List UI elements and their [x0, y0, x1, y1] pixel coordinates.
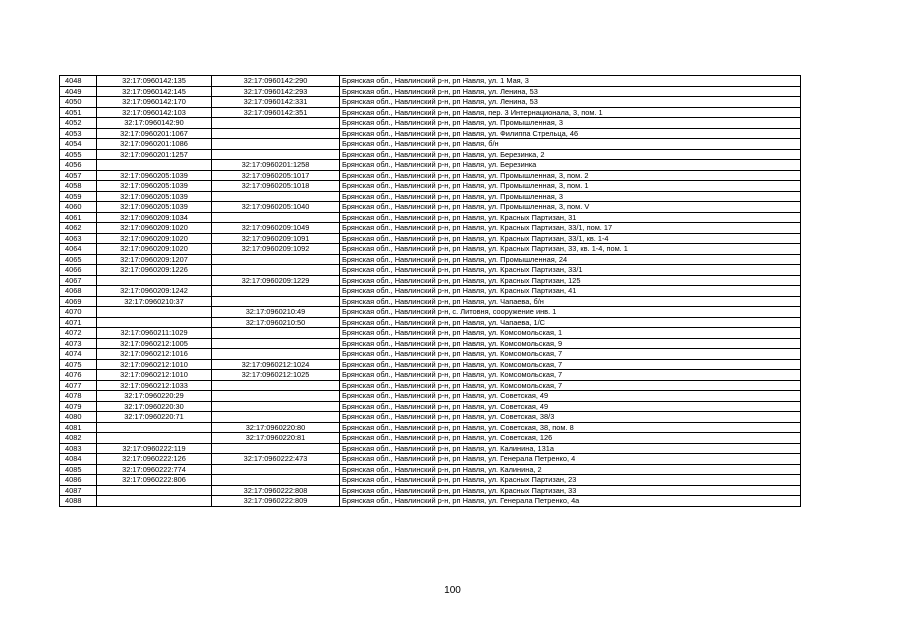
table-row	[60, 86, 801, 97]
object-cadastral-number-cell: 32:17:0960210:49	[212, 307, 340, 318]
table-row	[60, 107, 801, 118]
table-row	[60, 422, 801, 433]
cadastral-number-cell	[97, 307, 212, 318]
cadastral-number-cell: 32:17:0960209:1034	[97, 212, 212, 223]
row-number-cell: 4078	[60, 391, 97, 402]
address-cell: Брянская обл., Навлинский р-н, рп Навля, ул. Чапаева, б/н	[340, 296, 801, 307]
table-row	[60, 328, 801, 339]
table-row	[60, 170, 801, 181]
row-number-cell: 4082	[60, 433, 97, 444]
address-cell: Брянская обл., Навлинский р-н, рп Навля, ул. Генерала Петренко, 4а	[340, 496, 801, 507]
address-cell: Брянская обл., Навлинский р-н, рп Навля, ул. Красных Партизан, 31	[340, 212, 801, 223]
row-number-cell: 4062	[60, 223, 97, 234]
address-cell: Брянская обл., Навлинский р-н, рп Навля, ул. Комсомольская, 7	[340, 349, 801, 360]
table-row	[60, 149, 801, 160]
address-cell: Брянская обл., Навлинский р-н, рп Навля, ул. Калинина, 2	[340, 464, 801, 475]
cadastral-number-cell	[97, 317, 212, 328]
table-row	[60, 307, 801, 318]
table-row	[60, 401, 801, 412]
address-cell: Брянская обл., Навлинский р-н, рп Навля, ул. Советская, 49	[340, 401, 801, 412]
address-cell: Брянская обл., Навлинский р-н, рп Навля, б/н	[340, 139, 801, 150]
table-row	[60, 286, 801, 297]
row-number-cell: 4088	[60, 496, 97, 507]
address-cell: Брянская обл., Навлинский р-н, рп Навля, ул. Красных Партизан, 125	[340, 275, 801, 286]
object-cadastral-number-cell: 32:17:0960212:1025	[212, 370, 340, 381]
table-row	[60, 380, 801, 391]
object-cadastral-number-cell	[212, 328, 340, 339]
cadastral-number-cell: 32:17:0960212:1010	[97, 370, 212, 381]
cadastral-number-cell: 32:17:0960210:37	[97, 296, 212, 307]
address-cell: Брянская обл., Навлинский р-н, рп Навля, ул. Березинка	[340, 160, 801, 171]
object-cadastral-number-cell	[212, 191, 340, 202]
object-cadastral-number-cell	[212, 338, 340, 349]
cadastral-number-cell: 32:17:0960142:135	[97, 76, 212, 87]
object-cadastral-number-cell: 32:17:0960142:293	[212, 86, 340, 97]
row-number-cell: 4079	[60, 401, 97, 412]
row-number-cell: 4061	[60, 212, 97, 223]
row-number-cell: 4055	[60, 149, 97, 160]
table-row	[60, 433, 801, 444]
object-cadastral-number-cell: 32:17:0960222:808	[212, 485, 340, 496]
row-number-cell: 4049	[60, 86, 97, 97]
cadastral-number-cell: 32:17:0960205:1039	[97, 170, 212, 181]
row-number-cell: 4072	[60, 328, 97, 339]
address-cell: Брянская обл., Навлинский р-н, рп Навля, ул. Ленина, 53	[340, 86, 801, 97]
object-cadastral-number-cell	[212, 296, 340, 307]
cadastral-number-cell: 32:17:0960222:119	[97, 443, 212, 454]
table-row	[60, 412, 801, 423]
cadastral-number-cell: 32:17:0960212:1010	[97, 359, 212, 370]
row-number-cell: 4059	[60, 191, 97, 202]
address-cell: Брянская обл., Навлинский р-н, рп Навля, ул. Промышленная, 24	[340, 254, 801, 265]
table-row	[60, 317, 801, 328]
cadastral-number-cell	[97, 275, 212, 286]
object-cadastral-number-cell	[212, 118, 340, 129]
cadastral-number-cell: 32:17:0960220:30	[97, 401, 212, 412]
row-number-cell: 4071	[60, 317, 97, 328]
table-row	[60, 118, 801, 129]
object-cadastral-number-cell	[212, 349, 340, 360]
row-number-cell: 4066	[60, 265, 97, 276]
cadastral-number-cell: 32:17:0960201:1067	[97, 128, 212, 139]
address-cell: Брянская обл., Навлинский р-н, рп Навля, ул. Советская, 38, пом. 8	[340, 422, 801, 433]
table-row	[60, 296, 801, 307]
object-cadastral-number-cell	[212, 128, 340, 139]
registry-table	[59, 75, 801, 507]
table-row	[60, 139, 801, 150]
table-row	[60, 475, 801, 486]
cadastral-number-cell: 32:17:0960201:1086	[97, 139, 212, 150]
address-cell: Брянская обл., Навлинский р-н, рп Навля, ул. Промышленная, 3, пом. V	[340, 202, 801, 213]
cadastral-number-cell: 32:17:0960201:1257	[97, 149, 212, 160]
table-row	[60, 212, 801, 223]
address-cell: Брянская обл., Навлинский р-н, рп Навля, ул. Промышленная, 3, пом. 1	[340, 181, 801, 192]
row-number-cell: 4085	[60, 464, 97, 475]
cadastral-number-cell: 32:17:0960209:1242	[97, 286, 212, 297]
address-cell: Брянская обл., Навлинский р-н, рп Навля, ул. Красных Партизан, 33, кв. 1-4, пом. 1	[340, 244, 801, 255]
table-row	[60, 128, 801, 139]
address-cell: Брянская обл., Навлинский р-н, рп Навля, ул. Советская, 49	[340, 391, 801, 402]
object-cadastral-number-cell: 32:17:0960222:809	[212, 496, 340, 507]
address-cell: Брянская обл., Навлинский р-н, рп Навля, ул. Советская, 126	[340, 433, 801, 444]
cadastral-number-cell: 32:17:0960209:1226	[97, 265, 212, 276]
cadastral-number-cell: 32:17:0960209:1207	[97, 254, 212, 265]
address-cell: Брянская обл., Навлинский р-н, рп Навля, ул. Промышленная, 3	[340, 118, 801, 129]
cadastral-number-cell	[97, 433, 212, 444]
object-cadastral-number-cell: 32:17:0960201:1258	[212, 160, 340, 171]
object-cadastral-number-cell: 32:17:0960220:81	[212, 433, 340, 444]
row-number-cell: 4048	[60, 76, 97, 87]
table-row	[60, 254, 801, 265]
page-number: 100	[444, 585, 461, 596]
cadastral-number-cell: 32:17:0960220:71	[97, 412, 212, 423]
row-number-cell: 4060	[60, 202, 97, 213]
address-cell: Брянская обл., Навлинский р-н, рп Навля, ул. Комсомольская, 1	[340, 328, 801, 339]
row-number-cell: 4083	[60, 443, 97, 454]
table-row	[60, 160, 801, 171]
object-cadastral-number-cell	[212, 475, 340, 486]
address-cell: Брянская обл., Навлинский р-н, рп Навля, ул. Красных Партизан, 41	[340, 286, 801, 297]
cadastral-number-cell: 32:17:0960212:1016	[97, 349, 212, 360]
cadastral-number-cell: 32:17:0960222:806	[97, 475, 212, 486]
object-cadastral-number-cell: 32:17:0960209:1229	[212, 275, 340, 286]
object-cadastral-number-cell: 32:17:0960222:473	[212, 454, 340, 465]
address-cell: Брянская обл., Навлинский р-н, рп Навля, ул. Промышленная, 3, пом. 2	[340, 170, 801, 181]
cadastral-number-cell	[97, 496, 212, 507]
address-cell: Брянская обл., Навлинский р-н, рп Навля, ул. Промышленная, 3	[340, 191, 801, 202]
row-number-cell: 4080	[60, 412, 97, 423]
object-cadastral-number-cell	[212, 401, 340, 412]
object-cadastral-number-cell: 32:17:0960205:1040	[212, 202, 340, 213]
cadastral-number-cell	[97, 160, 212, 171]
row-number-cell: 4069	[60, 296, 97, 307]
table-row	[60, 275, 801, 286]
cadastral-number-cell: 32:17:0960209:1020	[97, 244, 212, 255]
address-cell: Брянская обл., Навлинский р-н, рп Навля, ул. Красных Партизан, 33/1, кв. 1-4	[340, 233, 801, 244]
address-cell: Брянская обл., Навлинский р-н, рп Навля, ул. Комсомольская, 7	[340, 359, 801, 370]
address-cell: Брянская обл., Навлинский р-н, рп Навля, ул. Березинка, 2	[340, 149, 801, 160]
address-cell: Брянская обл., Навлинский р-н, рп Навля, ул. Генерала Петренко, 4	[340, 454, 801, 465]
object-cadastral-number-cell	[212, 412, 340, 423]
object-cadastral-number-cell	[212, 265, 340, 276]
table-row	[60, 496, 801, 507]
object-cadastral-number-cell	[212, 286, 340, 297]
table-row	[60, 181, 801, 192]
table-row	[60, 349, 801, 360]
cadastral-number-cell: 32:17:0960205:1039	[97, 191, 212, 202]
object-cadastral-number-cell: 32:17:0960209:1092	[212, 244, 340, 255]
table-row	[60, 454, 801, 465]
row-number-cell: 4058	[60, 181, 97, 192]
row-number-cell: 4077	[60, 380, 97, 391]
cadastral-number-cell: 32:17:0960205:1039	[97, 202, 212, 213]
row-number-cell: 4056	[60, 160, 97, 171]
table-row	[60, 223, 801, 234]
row-number-cell: 4067	[60, 275, 97, 286]
object-cadastral-number-cell: 32:17:0960220:80	[212, 422, 340, 433]
table-row	[60, 233, 801, 244]
object-cadastral-number-cell: 32:17:0960209:1091	[212, 233, 340, 244]
row-number-cell: 4087	[60, 485, 97, 496]
address-cell: Брянская обл., Навлинский р-н, рп Навля, ул. Красных Партизан, 23	[340, 475, 801, 486]
table-row	[60, 202, 801, 213]
table-row	[60, 464, 801, 475]
cadastral-number-cell	[97, 485, 212, 496]
cadastral-number-cell: 32:17:0960205:1039	[97, 181, 212, 192]
cadastral-number-cell: 32:17:0960212:1005	[97, 338, 212, 349]
row-number-cell: 4052	[60, 118, 97, 129]
cadastral-number-cell: 32:17:0960211:1029	[97, 328, 212, 339]
object-cadastral-number-cell: 32:17:0960210:50	[212, 317, 340, 328]
row-number-cell: 4081	[60, 422, 97, 433]
table-row	[60, 76, 801, 87]
row-number-cell: 4074	[60, 349, 97, 360]
cadastral-number-cell: 32:17:0960142:145	[97, 86, 212, 97]
row-number-cell: 4076	[60, 370, 97, 381]
cadastral-number-cell: 32:17:0960212:1033	[97, 380, 212, 391]
address-cell: Брянская обл., Навлинский р-н, рп Навля, ул. Ленина, 53	[340, 97, 801, 108]
row-number-cell: 4070	[60, 307, 97, 318]
table-row	[60, 265, 801, 276]
object-cadastral-number-cell: 32:17:0960209:1049	[212, 223, 340, 234]
address-cell: Брянская обл., Навлинский р-н, рп Навля, ул. Комсомольская, 9	[340, 338, 801, 349]
row-number-cell: 4053	[60, 128, 97, 139]
table-row	[60, 191, 801, 202]
object-cadastral-number-cell	[212, 464, 340, 475]
address-cell: Брянская обл., Навлинский р-н, рп Навля, пер. 3 Интернационала, 3, пом. 1	[340, 107, 801, 118]
table-row	[60, 338, 801, 349]
object-cadastral-number-cell: 32:17:0960212:1024	[212, 359, 340, 370]
table-row	[60, 359, 801, 370]
address-cell: Брянская обл., Навлинский р-н, рп Навля, ул. Калинина, 131а	[340, 443, 801, 454]
cadastral-number-cell: 32:17:0960222:126	[97, 454, 212, 465]
object-cadastral-number-cell: 32:17:0960142:290	[212, 76, 340, 87]
table-row	[60, 443, 801, 454]
address-cell: Брянская обл., Навлинский р-н, рп Навля, ул. Комсомольская, 7	[340, 370, 801, 381]
row-number-cell: 4084	[60, 454, 97, 465]
address-cell: Брянская обл., Навлинский р-н, рп Навля, ул. Советская, 38/3	[340, 412, 801, 423]
row-number-cell: 4050	[60, 97, 97, 108]
cadastral-number-cell: 32:17:0960142:170	[97, 97, 212, 108]
object-cadastral-number-cell: 32:17:0960142:331	[212, 97, 340, 108]
object-cadastral-number-cell	[212, 380, 340, 391]
address-cell: Брянская обл., Навлинский р-н, рп Навля, ул. Чапаева, 1/С	[340, 317, 801, 328]
registry-table-body	[60, 76, 801, 507]
object-cadastral-number-cell	[212, 391, 340, 402]
address-cell: Брянская обл., Навлинский р-н, рп Навля, ул. 1 Мая, 3	[340, 76, 801, 87]
row-number-cell: 4075	[60, 359, 97, 370]
address-cell: Брянская обл., Навлинский р-н, рп Навля, ул. Красных Партизан, 33/1	[340, 265, 801, 276]
address-cell: Брянская обл., Навлинский р-н, рп Навля, ул. Красных Партизан, 33/1, пом. 17	[340, 223, 801, 234]
cadastral-number-cell: 32:17:0960220:29	[97, 391, 212, 402]
table-row	[60, 370, 801, 381]
table-row	[60, 391, 801, 402]
cadastral-number-cell: 32:17:0960209:1020	[97, 223, 212, 234]
address-cell: Брянская обл., Навлинский р-н, рп Навля, ул. Красных Партизан, 33	[340, 485, 801, 496]
object-cadastral-number-cell	[212, 212, 340, 223]
row-number-cell: 4063	[60, 233, 97, 244]
row-number-cell: 4068	[60, 286, 97, 297]
object-cadastral-number-cell	[212, 254, 340, 265]
table-row	[60, 97, 801, 108]
object-cadastral-number-cell	[212, 443, 340, 454]
object-cadastral-number-cell	[212, 139, 340, 150]
object-cadastral-number-cell: 32:17:0960205:1017	[212, 170, 340, 181]
row-number-cell: 4057	[60, 170, 97, 181]
table-row	[60, 485, 801, 496]
row-number-cell: 4054	[60, 139, 97, 150]
address-cell: Брянская обл., Навлинский р-н, рп Навля, ул. Филиппа Стрельца, 46	[340, 128, 801, 139]
address-cell: Брянская обл., Навлинский р-н, с. Литовня, сооружение инв. 1	[340, 307, 801, 318]
row-number-cell: 4051	[60, 107, 97, 118]
row-number-cell: 4064	[60, 244, 97, 255]
object-cadastral-number-cell: 32:17:0960205:1018	[212, 181, 340, 192]
row-number-cell: 4073	[60, 338, 97, 349]
row-number-cell: 4065	[60, 254, 97, 265]
row-number-cell: 4086	[60, 475, 97, 486]
object-cadastral-number-cell	[212, 149, 340, 160]
cadastral-number-cell: 32:17:0960209:1020	[97, 233, 212, 244]
cadastral-number-cell: 32:17:0960142:90	[97, 118, 212, 129]
object-cadastral-number-cell: 32:17:0960142:351	[212, 107, 340, 118]
address-cell: Брянская обл., Навлинский р-н, рп Навля, ул. Комсомольская, 7	[340, 380, 801, 391]
cadastral-number-cell	[97, 422, 212, 433]
cadastral-number-cell: 32:17:0960142:103	[97, 107, 212, 118]
table-row	[60, 244, 801, 255]
cadastral-number-cell: 32:17:0960222:774	[97, 464, 212, 475]
